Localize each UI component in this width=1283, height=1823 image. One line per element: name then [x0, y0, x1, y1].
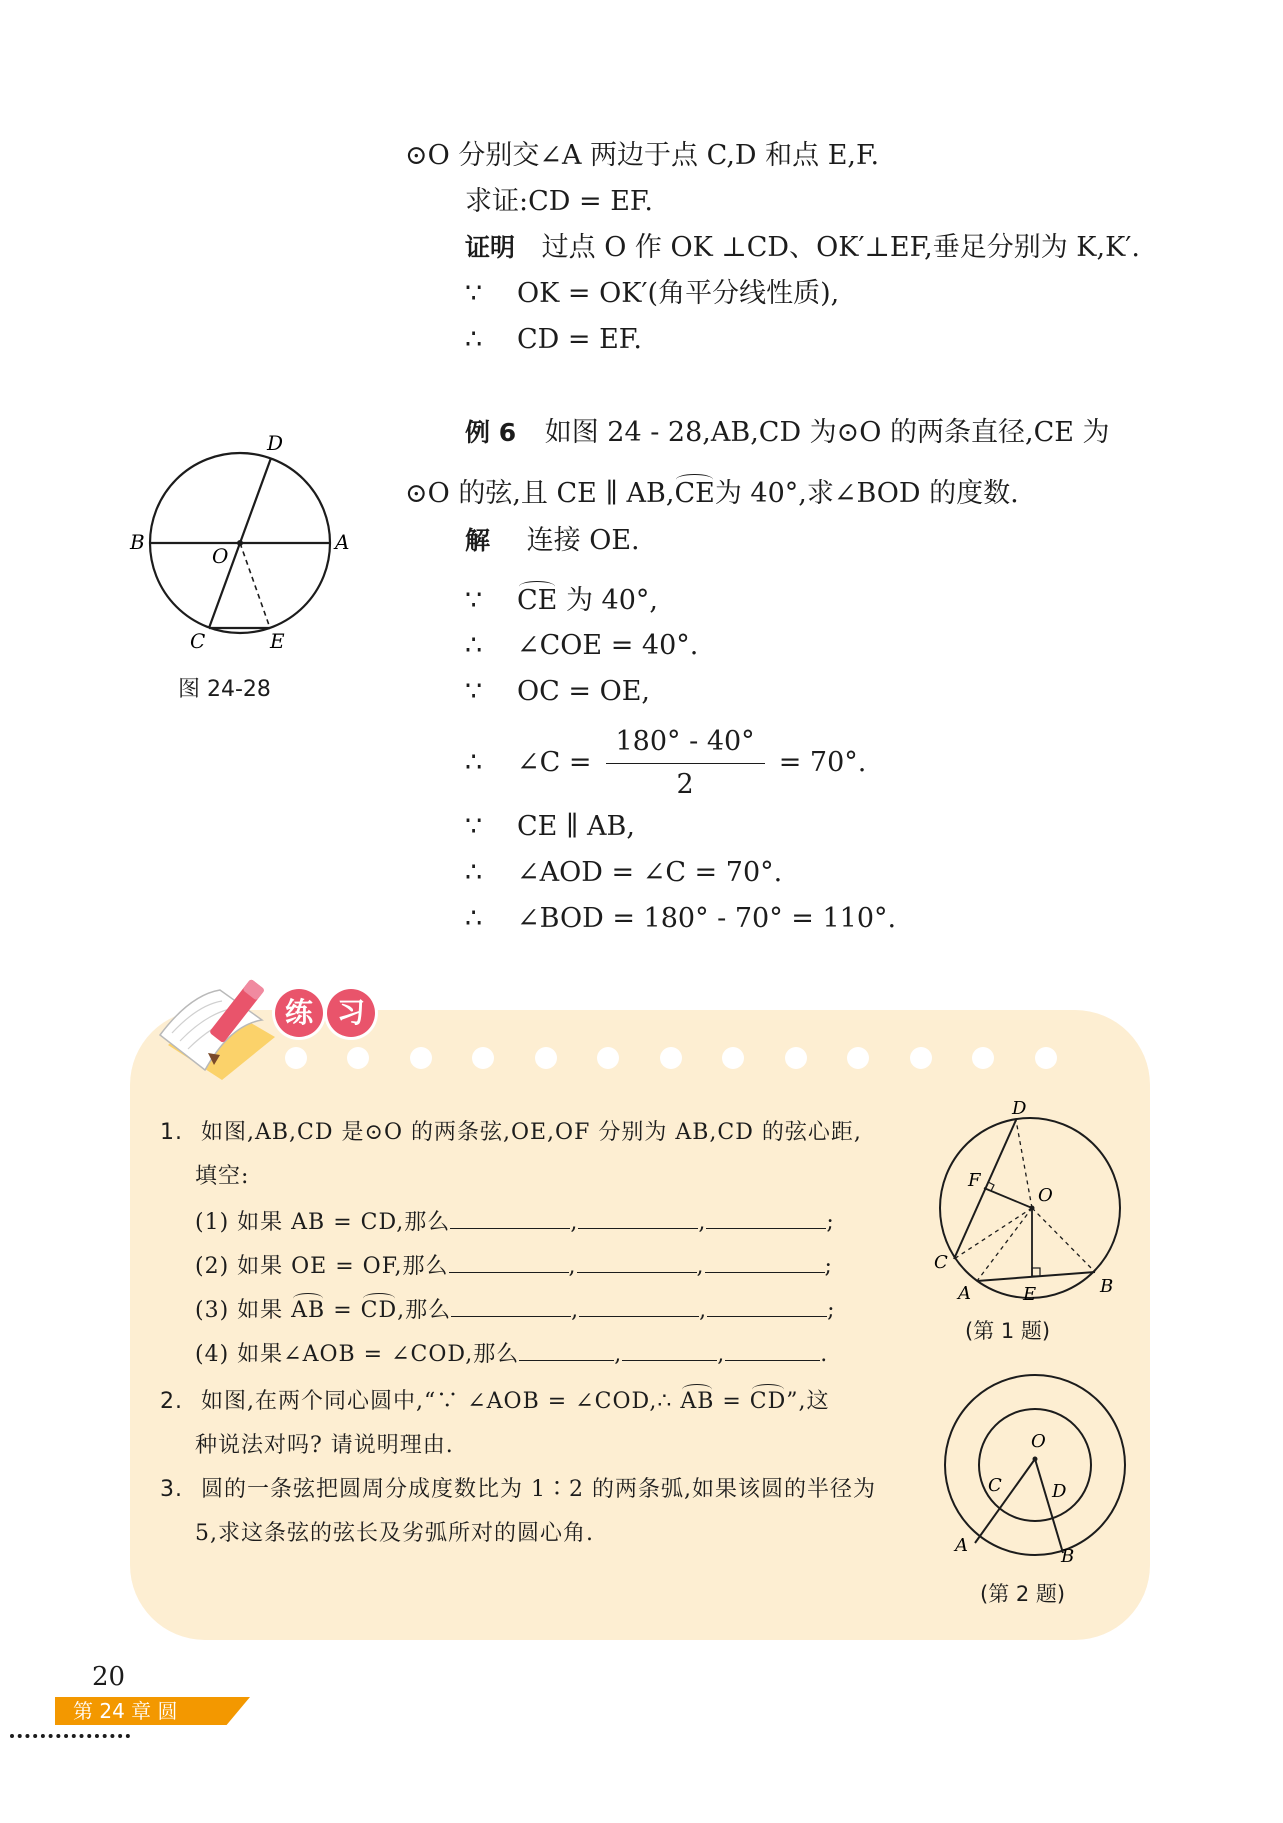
- figure-q1-caption: (第 1 题): [965, 1319, 1051, 1343]
- q1-sub-1-text: (1) 如果 AB = CD,那么: [195, 1210, 451, 1235]
- proof-line-4: [465, 277, 839, 311]
- step-6-text: ∠AOD = ∠C = 70°.: [517, 857, 783, 888]
- ray-oa: [975, 1459, 1035, 1543]
- therefore-symbol: ∴: [465, 857, 483, 888]
- because-symbol: ∵: [465, 676, 483, 707]
- comma: ,: [571, 1298, 580, 1323]
- figure-q1: [920, 1098, 1140, 1303]
- label-b: B: [130, 530, 145, 554]
- q1-text-1: 如图,AB,CD 是⊙O 的两条弦,OE,OF 分别为 AB,CD 的弦心距,: [201, 1120, 862, 1145]
- figure-q2-caption: (第 2 题): [980, 1582, 1066, 1606]
- solution-line: [465, 524, 640, 558]
- fig1-label-f: F: [968, 1170, 981, 1191]
- example6-heading: 例 6: [465, 418, 517, 447]
- fig1-center: [1030, 1206, 1035, 1211]
- q1-sub-4-text: (4) 如果∠AOB = ∠COD,那么: [195, 1342, 520, 1367]
- arc-ce: CE: [674, 478, 715, 509]
- answer-blank[interactable]: [578, 1206, 698, 1229]
- step-3-text: OC = OE,: [517, 676, 651, 707]
- label-d: D: [267, 431, 284, 455]
- step-7-text: ∠BOD = 180° - 70° = 110°.: [517, 903, 897, 934]
- footer-dotted-rule: [10, 1734, 130, 1738]
- fraction: [606, 725, 765, 802]
- comma: ,: [717, 1342, 726, 1367]
- q2-text-eq: =: [714, 1389, 750, 1414]
- step-1: [465, 584, 658, 618]
- step-5-text: CE ∥ AB,: [517, 811, 635, 842]
- q2-line-1: [160, 1387, 830, 1417]
- fig2-center: [1033, 1457, 1038, 1462]
- proof-line-5: [465, 323, 642, 357]
- example6-text-2b: 为 40°,求∠BOD 的度数.: [714, 478, 1019, 509]
- q1-line-2: 填空:: [195, 1164, 250, 1189]
- answer-blank[interactable]: [725, 1338, 820, 1361]
- therefore-symbol: ∴: [465, 630, 483, 661]
- answer-blank[interactable]: [577, 1250, 697, 1273]
- step-3: [465, 675, 650, 709]
- ray-ob: [1035, 1459, 1063, 1553]
- arc-ab: AB: [680, 1387, 714, 1417]
- proof-line-2: 求证:CD = EF.: [465, 186, 654, 217]
- practice-title-char-1: 练: [275, 989, 323, 1037]
- q1-sub-2-text: (2) 如果 OE = OF,那么: [195, 1254, 449, 1279]
- figure-q2: [935, 1365, 1135, 1565]
- answer-blank[interactable]: [449, 1250, 569, 1273]
- fig1-label-e: E: [1023, 1284, 1037, 1303]
- comma: ,: [696, 1254, 705, 1279]
- q3-line-2: 5,求这条弦的弦长及劣弧所对的圆心角.: [195, 1521, 594, 1546]
- q2-number: 2.: [160, 1389, 183, 1414]
- q1-line-1: [160, 1118, 862, 1148]
- answer-blank[interactable]: [622, 1338, 717, 1361]
- step-4-rhs: = 70°.: [778, 747, 867, 778]
- page-number: 20: [92, 1662, 126, 1692]
- q1-sub-1: [195, 1206, 835, 1238]
- semicolon: ;: [827, 1298, 836, 1323]
- answer-blank[interactable]: [451, 1294, 571, 1317]
- answer-blank[interactable]: [706, 1206, 826, 1229]
- step-2-text: ∠COE = 40°.: [517, 630, 699, 661]
- q3-number: 3.: [160, 1477, 183, 1502]
- therefore-symbol: ∴: [465, 747, 483, 778]
- comma: ,: [570, 1210, 579, 1235]
- therefore-symbol: ∴: [465, 903, 483, 934]
- step-4: [465, 723, 866, 803]
- proof-body: 过点 O 作 OK ⊥CD、OK′⊥EF,垂足分别为 K,K′.: [541, 232, 1140, 263]
- fig2-label-a: A: [955, 1535, 968, 1556]
- because-symbol: ∵: [465, 811, 483, 842]
- pencil-paper-icon: [150, 975, 290, 1085]
- step-5: [465, 810, 635, 844]
- q1-sub-3-b: ,那么: [397, 1298, 452, 1323]
- segment-oa: [977, 1208, 1032, 1281]
- step-6: [465, 856, 782, 890]
- semicolon: ;: [824, 1254, 833, 1279]
- q2-text-1b: ”,这: [786, 1389, 830, 1414]
- center-point: [237, 540, 243, 546]
- answer-blank[interactable]: [705, 1250, 825, 1273]
- chord-cd: [954, 1120, 1016, 1259]
- proof-line-1: ⊙O 分别交∠A 两边于点 C,D 和点 E,F.: [405, 140, 880, 171]
- arc-cd: CD: [750, 1387, 786, 1417]
- fraction-numerator: 180° - 40°: [606, 725, 765, 764]
- example6-line-2: [405, 477, 1019, 511]
- example6-text-1: 如图 24 - 28,AB,CD 为⊙O 的两条直径,CE 为: [544, 417, 1110, 448]
- fig2-outer-circle: [945, 1375, 1125, 1555]
- solution-heading: 解: [465, 526, 491, 555]
- segment-oe: [240, 543, 270, 628]
- comma: ,: [698, 1210, 707, 1235]
- because-symbol: ∵: [465, 585, 483, 616]
- semicolon: ;: [826, 1210, 835, 1235]
- fig1-label-b: B: [1100, 1276, 1114, 1297]
- label-a: A: [335, 530, 350, 554]
- chapter-label: 第 24 章 圆: [73, 1699, 178, 1723]
- fig2-label-d: D: [1052, 1481, 1067, 1502]
- answer-blank[interactable]: [707, 1294, 827, 1317]
- fig1-label-c: C: [934, 1252, 948, 1273]
- fig1-label-a: A: [958, 1283, 971, 1303]
- q1-number: 1.: [160, 1120, 183, 1145]
- q1-sub-2: [195, 1250, 833, 1282]
- because-symbol: ∵: [465, 278, 483, 309]
- q1-sub-3-a: (3) 如果: [195, 1298, 292, 1323]
- fig2-label-c: C: [988, 1475, 1002, 1496]
- step-4-lhs: ∠C =: [517, 747, 592, 778]
- label-o: O: [212, 544, 229, 568]
- proof-line-4-body: OK = OK′(角平分线性质),: [517, 278, 840, 309]
- answer-blank[interactable]: [450, 1206, 570, 1229]
- q2-text-1a: 如图,在两个同心圆中,“∵ ∠AOB = ∠COD,∴: [201, 1389, 681, 1414]
- q3-line-1: [160, 1475, 876, 1505]
- q1-sub-4: [195, 1338, 828, 1370]
- solution-text: 连接 OE.: [526, 525, 640, 556]
- example6-line-1: [465, 416, 1110, 450]
- q1-sub-3: [195, 1294, 836, 1326]
- period: .: [820, 1342, 829, 1367]
- comma: ,: [568, 1254, 577, 1279]
- comma: ,: [614, 1342, 623, 1367]
- step-7: [465, 902, 896, 936]
- fig2-inner-circle: [979, 1409, 1091, 1521]
- practice-title-char-2: 习: [327, 989, 375, 1037]
- comma: ,: [699, 1298, 708, 1323]
- answer-blank[interactable]: [579, 1294, 699, 1317]
- figure-24-28-caption: 图 24-28: [178, 677, 271, 702]
- fig1-label-o: O: [1038, 1185, 1053, 1206]
- segment-od: [1016, 1120, 1032, 1208]
- step-1-text: 为 40°,: [557, 585, 658, 616]
- step-2: [465, 629, 698, 663]
- arc-ce: CE: [517, 585, 558, 616]
- label-e: E: [270, 629, 285, 653]
- fig2-label-o: O: [1031, 1431, 1046, 1452]
- proof-line-5-body: CD = EF.: [517, 324, 642, 355]
- arc-cd: CD: [361, 1296, 397, 1326]
- q1-sub-3-eq: =: [325, 1298, 361, 1323]
- proof-heading: 证明: [465, 233, 516, 262]
- segment-ob: [1032, 1208, 1095, 1272]
- therefore-symbol: ∴: [465, 324, 483, 355]
- arc-ab: AB: [291, 1296, 325, 1326]
- answer-blank[interactable]: [519, 1338, 614, 1361]
- q3-text-1: 圆的一条弦把圆周分成度数比为 1∶2 的两条弧,如果该圆的半径为: [201, 1477, 876, 1502]
- example6-text-2a: ⊙O 的弦,且 CE ∥ AB,: [405, 478, 675, 509]
- q2-line-2: 种说法对吗? 请说明理由.: [195, 1433, 454, 1458]
- fig2-label-b: B: [1061, 1546, 1075, 1565]
- proof-line-3: [465, 231, 1140, 265]
- fraction-denominator: 2: [676, 768, 694, 800]
- fig1-label-d: D: [1012, 1098, 1027, 1119]
- figure-24-28: [120, 430, 360, 660]
- label-c: C: [190, 629, 206, 653]
